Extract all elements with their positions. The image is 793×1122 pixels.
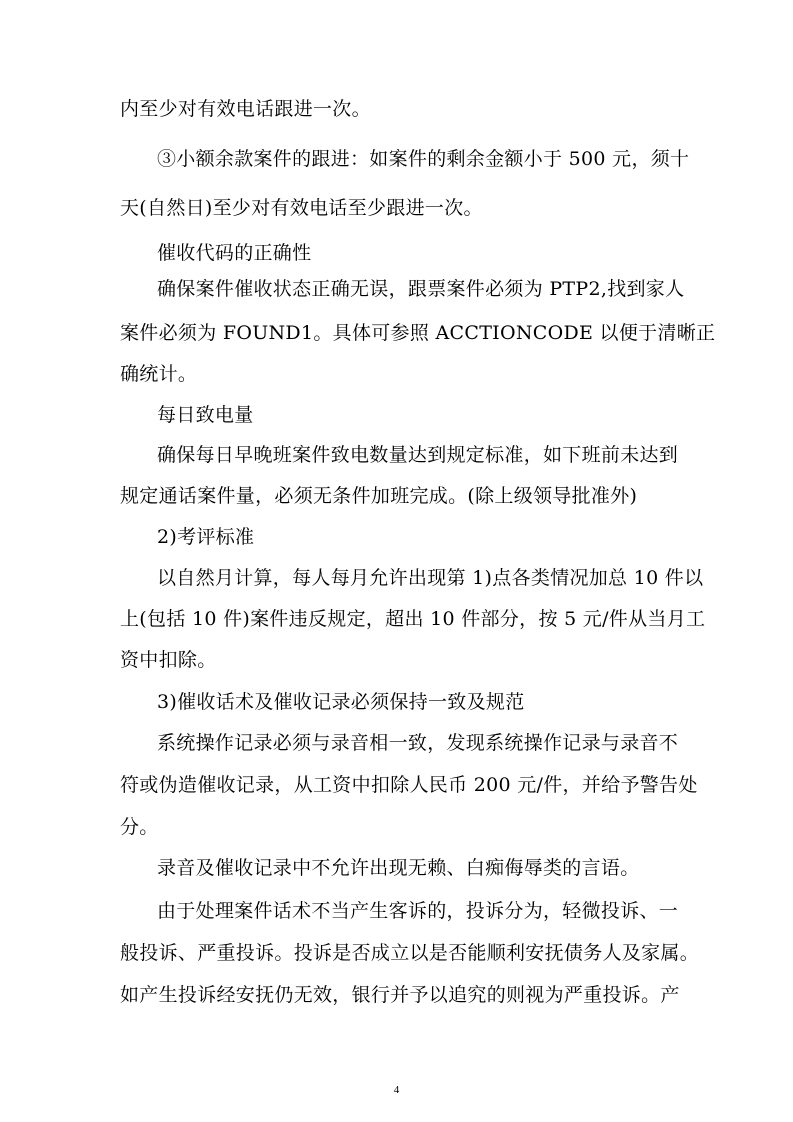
text-line: 以自然月计算，每人每月允许出现第 1)点各类情况加总 10 件以: [157, 567, 704, 589]
section-heading: 3)催收话术及催收记录必须保持一致及规范: [157, 691, 525, 713]
text-line: 确保每日早晚班案件致电数量达到规定标准，如下班前未达到: [157, 444, 679, 466]
text-line: 如产生投诉经安抚仍无效，银行并予以追究的则视为严重投诉。产: [120, 984, 680, 1006]
text-line: 确统计。: [120, 363, 198, 385]
section-heading: 催收代码的正确性: [157, 242, 312, 264]
section-heading: 每日致电量: [157, 404, 254, 426]
text-line: 内至少对有效电话跟进一次。: [120, 98, 371, 120]
text-line: 符或伪造催收记录，从工资中扣除人民币 200 元/件，并给予警告处: [120, 774, 698, 796]
page-number: 4: [393, 1084, 400, 1096]
text-line: 确保案件催收状态正确无误，跟票案件必须为 PTP2,找到家人: [157, 278, 685, 300]
text-line: 案件必须为 FOUND1。具体可参照 ACCTIONCODE 以便于清晰正: [120, 322, 716, 344]
text-line: 规定通话案件量，必须无条件加班完成。(除上级领导批准外): [120, 485, 638, 507]
text-line: 上(包括 10 件)案件违反规定，超出 10 件部分，按 5 元/件从当月工: [120, 608, 706, 630]
text-line: 天(自然日)至少对有效电话至少跟进一次。: [120, 197, 483, 219]
text-line: 系统操作记录必须与录音相一致，发现系统操作记录与录音不: [157, 732, 679, 754]
text-line: 资中扣除。: [120, 649, 217, 671]
text-line: 由于处理案件话术不当产生客诉的，投诉分为，轻微投诉、一: [157, 900, 679, 922]
section-heading: 2)考评标准: [157, 526, 255, 548]
text-line: 般投诉、严重投诉。投诉是否成立以是否能顺利安抚债务人及家属。: [120, 942, 700, 964]
text-line: ③小额余款案件的跟进：如案件的剩余金额小于 500 元，须十: [157, 148, 690, 170]
text-line: 分。: [120, 816, 159, 838]
text-line: 录音及催收记录中不允许出现无赖、白痴侮辱类的言语。: [157, 857, 640, 879]
